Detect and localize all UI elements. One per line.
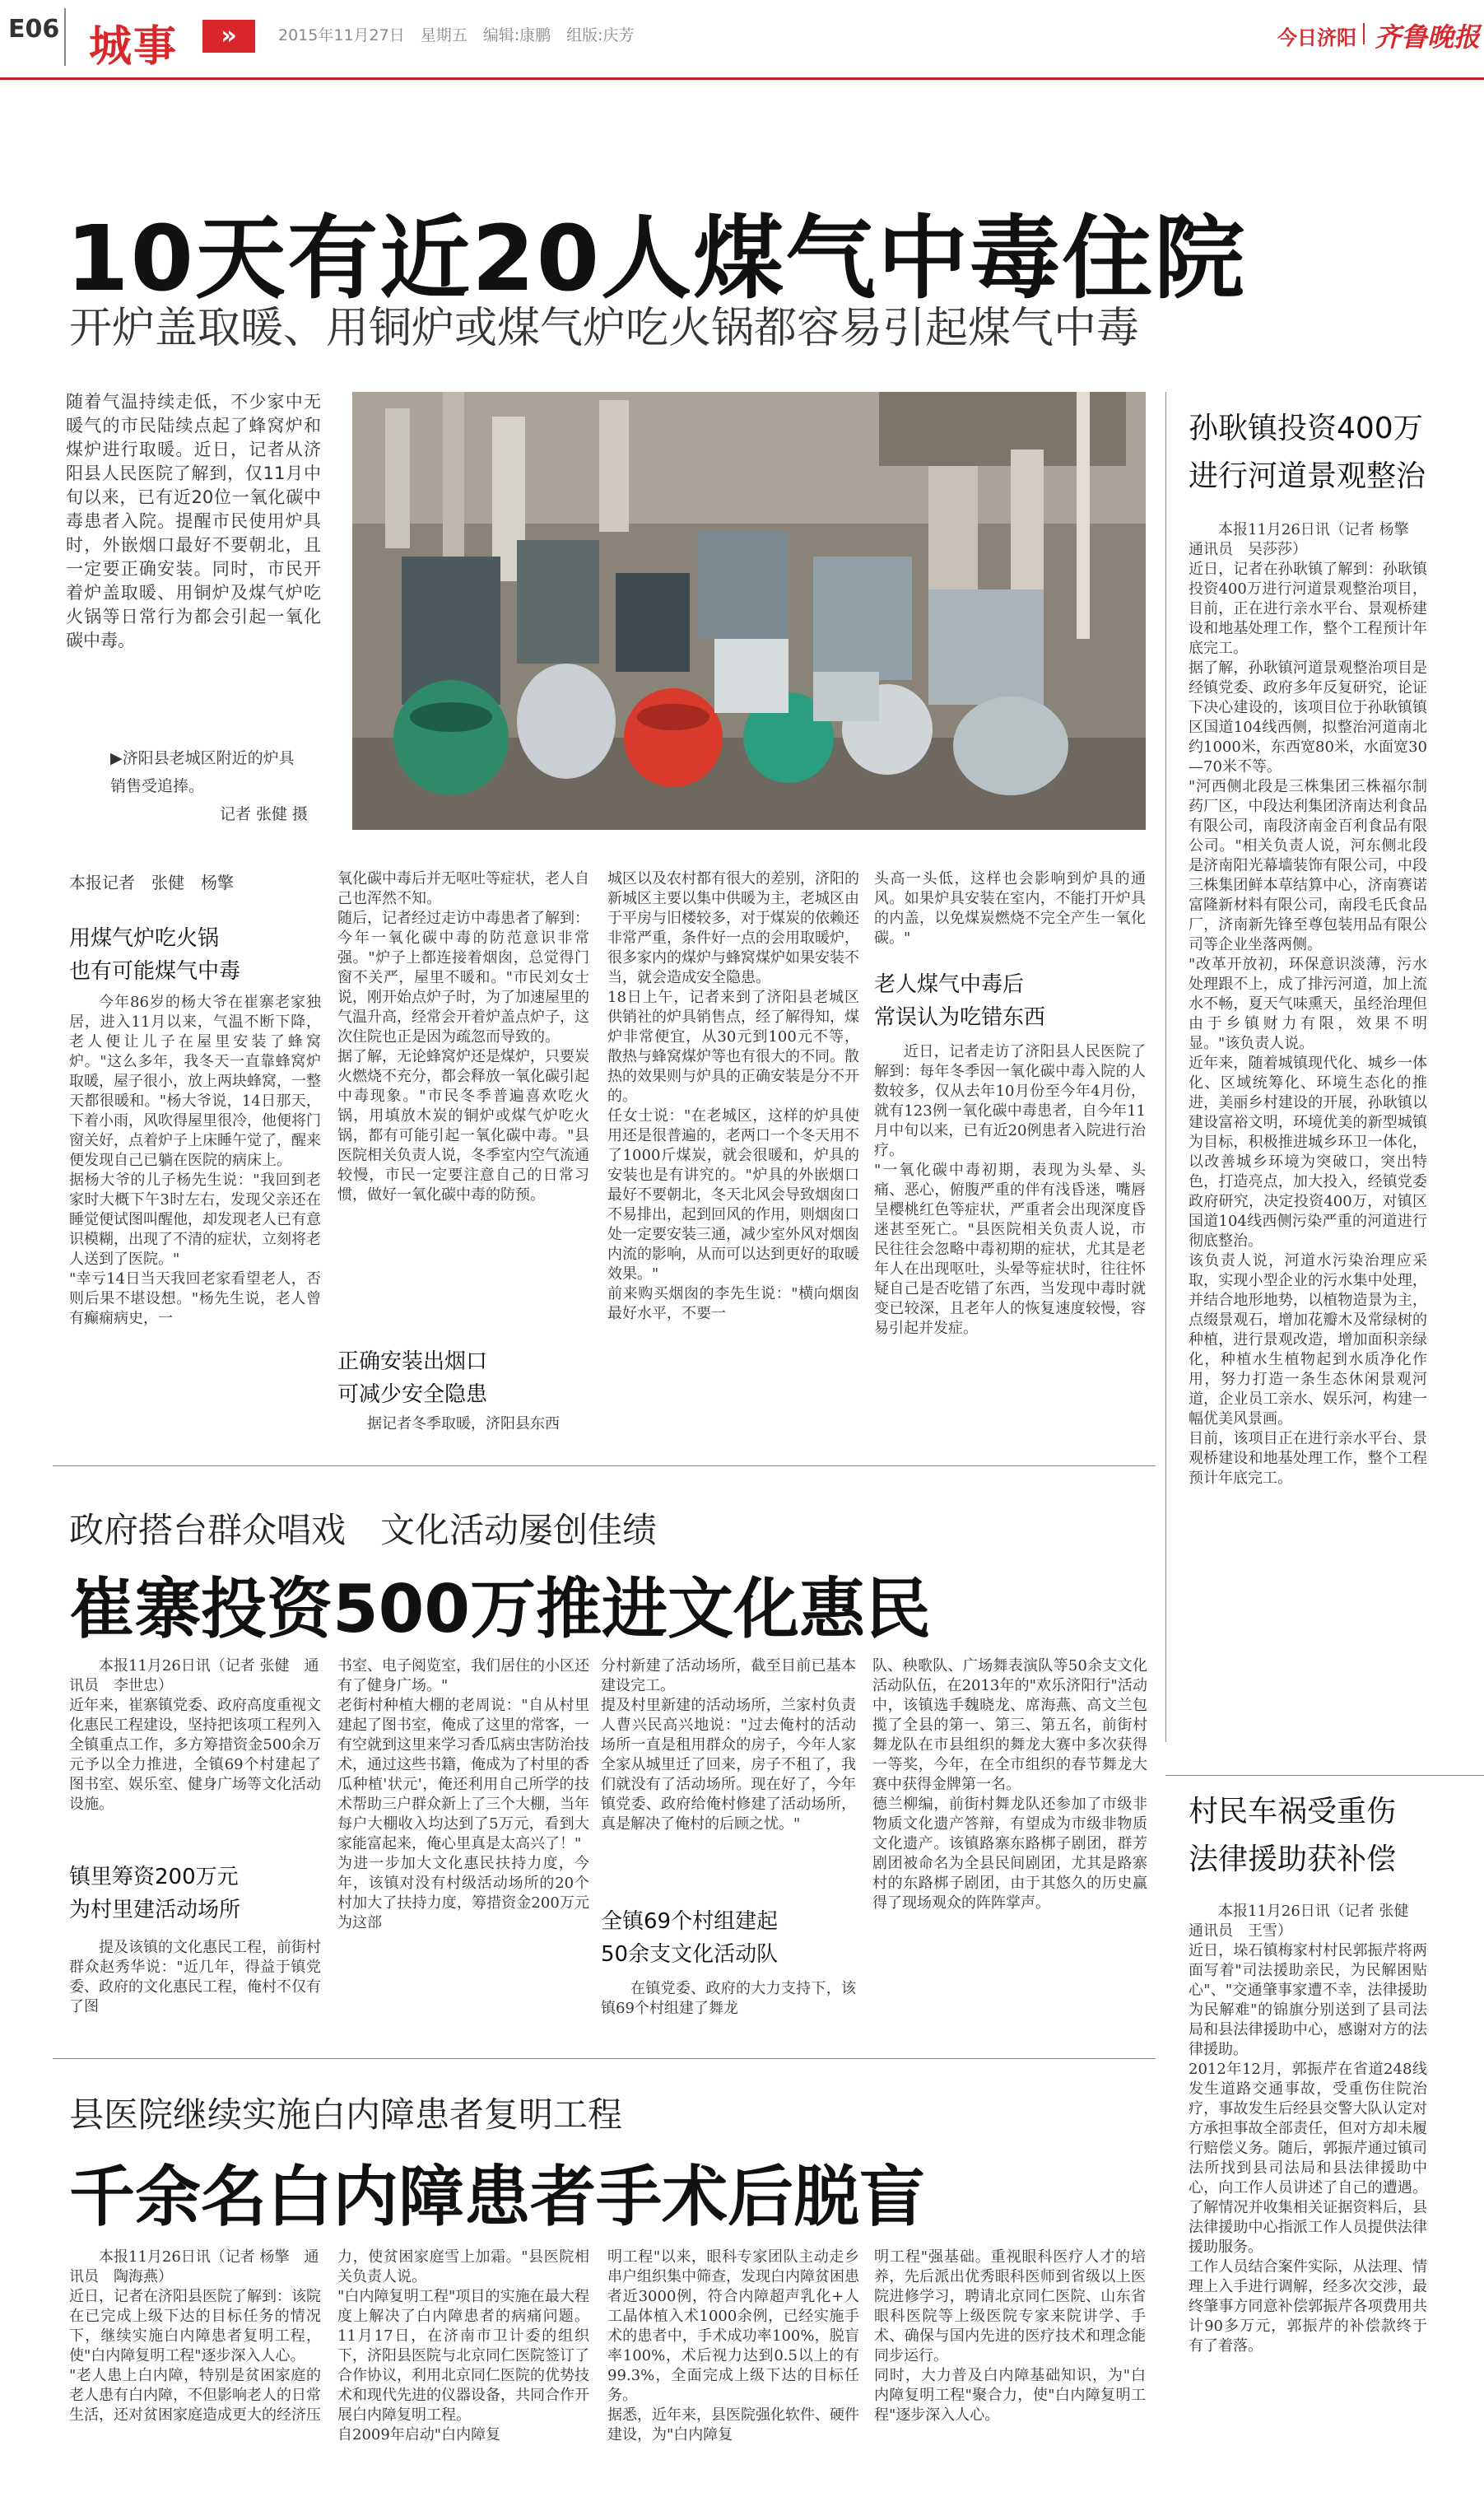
sec3-kicker: 县医院继续实施白内障患者复明工程: [69, 2094, 623, 2135]
lead-col-4b: 近日，记者走访了济阳县人民医院了解到：每年冬季因一氧化碳中毒入院的人数较多，仅从去年10月份至今年4月份，就有123例一氧化碳中毒患者，自今年11月中旬以来，已有近20例患者入院进行治疗。 "一氧化碳中毒初期，表现为头晕、头痛、恶心，俯腹严重的伴有浅昏迷，嘴唇呈樱桃红色等症状，严重者会出现深度昏迷甚至死亡。"县医院相关负责人说，市民往往会忽略中毒初期的症状，尤其是老年人在出现呕吐，头晕等症状时，往往怀疑自己是否吃错了东西，当发现中毒时就变已较深，且老年人的恢复速度较慢，容易引起并发症。: [874, 1043, 1146, 1337]
sec3-headline: 千余名白内障患者手术后脱盲: [69, 2159, 925, 2235]
lead-byline: 本报记者 张健 杨擎: [69, 873, 234, 892]
sec2-col-3a: 分村新建了活动场所，截至目前已基本建设完工。 提及村里新建的活动场所，兰家村负责人曹兴民高兴地说："过去俺村的活动场所一直是租用群众的房子，今年人家全家从城里迁了回来，房子不租了，我们就没有了活动场所。现在好了，今年镇党委、政府给俺村修建了活动场所，真是解决了俺村的后顾之忧。": [601, 1657, 856, 1833]
lead-col-2b: 据记者冬季取暖，济阳县东西: [367, 1415, 560, 1433]
sec2-kicker: 政府搭台群众唱戏 文化活动屡创佳绩: [69, 1510, 658, 1550]
section-arrows-icon: »: [202, 20, 255, 53]
edition-name: 今日济阳: [1277, 26, 1356, 49]
sec2-headline: 崔寨投资500万推进文化惠民: [69, 1571, 931, 1647]
sec2-col-1a: 近年来，崔寨镇党委、政府高度重视文化惠民工程建设，坚持把该项工程列入全镇重点工作，多方筹措资金500余万元予以全力推进，全镇69个村建起了图书室、娱乐室、健身广场等文化活动设施。: [69, 1697, 321, 1813]
sec3-col-3: 明工程"以来，眼科专家团队主动走乡串户组织集中筛查，发现白内障贫困患者近3000例，符合内障超声乳化+人工晶体植入术1000余例，已经实施手术的患者中，手术成功率100%，脱盲率100%，术后视力达到0.5以上的有99.3%，全面完成上级下达的目标任务。 据悉，近年来，县医院强化软件、硬件建设，为"白内障复: [607, 2248, 859, 2443]
sec3-byline: 本报11月26日讯（记者 杨擎 通讯员 陶海燕）: [69, 2248, 319, 2285]
sec2-subhead-1: 镇里筹资200万元 为村里建活动场所: [69, 1865, 241, 1922]
right-top-rule: [1165, 1775, 1484, 1776]
page-number: E06: [8, 15, 60, 44]
right-bottom-headline: 村民车祸受重伤 法律援助获补偿: [1189, 1795, 1397, 1876]
lead-col-1: 今年86岁的杨大爷在崔寨老家独居，进入11月以来，气温不断下降，老人便让儿子在屋里安装了蜂窝炉。"这么多年，我冬天一直靠蜂窝炉取暖，屋子很小，放上两块蜂窝，一整天都很暖和。"杨大爷说，14日那天，下着小雨，风吹得屋里很冷，他便将门窗关好，点着炉子上床睡午觉了，醒来便发现自己已躺在医院的病床上。 据杨大爷的儿子杨先生说："我回到老家时大概下午3时左右，发现父亲还在睡觉便试图叫醒他，却发现老人已有意识模糊，出现了不清的症状，立刻将老人送到了医院。" "幸亏14日当天我回老家看望老人，否则后果不堪设想。"杨先生说，老人曾有癫痫病史，一: [69, 994, 321, 1327]
lead-subhead-2: 正确安装出烟口 可减少安全隐患: [337, 1349, 488, 1407]
right-top-text: 近日，记者在孙耿镇了解到：孙耿镇投资400万进行河道景观整治项目，目前，正在进行亲水平台、景观桥建设和地基处理工作，整个工程预计年底完工。 据了解，孙耿镇河道景观整治项目是经镇党委、政府多年反复研究，论证下决心建设的，该项目位于孙耿镇镇区国道104线西侧，拟整治河道南北约1000米，东西宽80米，水面宽30—70米不等。 "河西侧北段是三株集团三株福尔制药厂区，中段达利集团济南达利食品有限公司，南段济南金百利食品有限公司。"相关负责人说，河东侧北段是济南阳光幕墙装饰有限公司，中段三株集团鲜本草结算中心，济南赛诺富隆新材料有限公司，南段毛氏食品厂，济南新先锋至尊包装用品有限公司等企业坐落两侧。 "改革开放初，环保意识淡薄，污水处理跟不上，成了排污河道，加上流水不畅，夏天气味熏天，虽经治理但由于乡镇财力有限，效果不明显。"该负责人说。 近年来，随着城镇现代化、城乡一体化、区域统筹化、环境生态化的推进，美丽乡村建设的开展，孙耿镇以建设富裕文明，环境优美的新型城镇为目标，积极推进城乡环卫一体化，以改善城乡环境为突破口，突出特色，打造亮点，加大投入，经镇党委政府研究，决定投资400万，对镇区国道104线西侧污染严重的河道进行彻底整治。 该负责人说，河道水污染治理应采取，实现小型企业的污水集中处理，并结合地形地势，以植物造景为主，点缀景观石，增加花瓣木及常绿树的种植，进行景观改造，增加面积亲绿化，种植水生植物起到水质净化作用，努力打造一条生态休闲景观河道，企业员工亲水、娱乐河，构建一幅优美风景画。 目前，该项目正在进行亲水平台、景观桥建设和地基处理工作，整个工程预计年底完工。: [1189, 561, 1427, 1487]
lead-col-2a: 氧化碳中毒后并无呕吐等症状，老人自己也浑然不知。 随后，记者经过走访中毒患者了解到：今年一氧化碳中毒的防范意识非常强。"炉子上都连接着烟囱，总觉得门窗不关严，屋里不暖和。"市民刘女士说，刚开始点炉子时，为了加速屋里的气温升高，经常会开着炉盖点炉子，这次住院也正是因为疏忽而导致的。 据了解，无论蜂窝炉还是煤炉，只要炭火燃烧不充分，都会释放一氧化碳引起中毒现象。"市民冬季普遍喜欢吃火锅，用填放木炭的铜炉或煤气炉吃火锅，都有可能引起一氧化碳中毒。"县医院相关负责人说，冬季室内空气流通较慢，市民一定要注意自己的日常习惯，做好一氧化碳中毒的防预。: [337, 870, 589, 1204]
header-divider: [64, 8, 66, 66]
sec2-byline: 本报11月26日讯（记者 张健 通讯员 李世忠）: [69, 1657, 319, 1694]
lead-col-4a: 头高一头低，这样也会影响到炉具的通风。如果炉具安装在室内，不能打开炉具的内盖，以免煤炭燃烧不完全产生一氧化碳。": [874, 870, 1146, 947]
newspaper-logo: 齐鲁晚报: [1375, 21, 1481, 53]
sec3-col-2: 力，使贫困家庭雪上加霜。"县医院相关负责人说。 "白内障复明工程"项目的实施在最大程度上解决了白内障患者的病痛问题。11月17日，在济南市卫计委的组织下，济阳县医院与北京同仁医院签订了合作协议，利用北京同仁医院的优势技术和现代先进的仪器设备，共同合作开展白内障复明工程。 自2009年启动"白内障复: [337, 2248, 589, 2443]
section-title: 城事: [89, 22, 179, 72]
sec2-col-1b: 提及该镇的文化惠民工程，前街村群众赵秀华说："近几年，得益于镇党委、政府的文化惠民工程，俺村不仅有了图: [69, 1939, 321, 2015]
photo-caption: [110, 744, 308, 828]
lead-subhead-3: 老人煤气中毒后 常误认为吃错东西: [874, 972, 1046, 1030]
stove-market-photo: [352, 392, 1146, 830]
lead-headline: 10天有近20人煤气中毒住院: [66, 206, 1247, 311]
column-divider: [1165, 392, 1166, 1742]
sec3-col-1: 近日，记者在济阳县医院了解到：该院在已完成上级下达的目标任务的情况下，继续实施白内障患者复明工程，使"白内障复明工程"逐步深入人心。 "老人患上白内障，特别是贫困家庭的老人患有白内障，不但影响老人的日常生活，还对贫困家庭造成更大的经济压: [69, 2288, 321, 2424]
sec2-bottom-rule: [53, 2058, 1156, 2059]
sec2-subhead-2: 全镇69个村组建起 50余支文化活动队: [601, 1909, 779, 1967]
lead-intro: 随着气温持续走低，不少家中无暖气的市民陆续点起了蜂窝炉和煤炉进行取暖。近日，记者从济阳县人民医院了解到，仅11月中旬以来，已有近20位一氧化碳中毒患者入院。提醒市民使用炉具时，外嵌烟口最好不要朝北，且一定要正确安装。同时，市民开着炉盖取暖、用铜炉及煤气炉吃火锅等日常行为都会引起一氧化碳中毒。: [66, 392, 321, 650]
photo-caption-text: ▶济阳县老城区附近的炉具销售受追捧。: [110, 749, 295, 795]
header-rule: [0, 77, 1484, 80]
sec3-col-4: 明工程"强基础。重视眼科医疗人才的培养，先后派出优秀眼科医师到省级以上医院进修学习，聘请北京同仁医院、山东省眼科医院等上级医院专家来院讲学、手术、确保与国内先进的医疗技术和理念能同步运行。 同时，大力普及白内障基础知识，为"白内障复明工程"聚合力，使"白内障复明工程"逐步深入人心。: [874, 2248, 1146, 2424]
lead-bottom-rule: [53, 1465, 1156, 1466]
right-top-headline: 孙耿镇投资400万 进行河道景观整治: [1189, 412, 1426, 493]
right-top-byline: 本报11月26日讯（记者 杨擎 通讯员 吴莎莎）: [1189, 521, 1424, 558]
photo-credit: 记者 张健 摄: [219, 805, 308, 823]
sec2-col-2: 书室、电子阅览室，我们居住的小区还有了健身广场。" 老街村种植大棚的老周说："自从村里建起了图书室，俺成了这里的常客，一有空就到这里来学习香瓜病虫害防治技术，通过这些书籍，俺成为了村里的香瓜种植'状元'，俺还利用自己所学的技术帮助三户群众新上了三个大棚，当年每户大棚收入均达到了5万元，看到大家能富起来，俺心里真是太高兴了！" 为进一步加大文化惠民扶持力度，今年，该镇对没有村级活动场所的20个村加大了扶持力度，筹措资金200万元为这部: [337, 1657, 589, 1931]
sec2-col-4: 队、秧歌队、广场舞表演队等50余支文化活动队伍，在2013年的"欢乐济阳行"活动中，该镇选手魏晓龙、席海燕、高文兰包揽了全县的第一、第三、第五名，前街村舞龙队在市县组织的舞龙大赛中多次获得一等奖，今年，在全市组织的春节舞龙大赛中获得金牌第一名。 德兰柳编，前街村舞龙队还参加了市级非物质文化遗产答辩，有望成为市级非物质文化遗产。该镇路寨东路梆子剧团，群芳剧团被命名为全县民间剧团，尤其是路寨村的东路梆子剧团，由于其悠久的历史赢得了现场观众的阵阵掌声。: [872, 1657, 1147, 1912]
issue-meta: 2015年11月27日 星期五 编辑:康鹏 组版:庆芳: [278, 26, 635, 44]
lead-subhead-1: 用煤气炉吃火锅 也有可能煤气中毒: [69, 926, 241, 984]
sec2-col-3b: 在镇党委、政府的大力支持下，该镇69个村组建了舞龙: [601, 1980, 856, 2017]
header-vline: [1363, 23, 1365, 44]
right-bottom-byline: 本报11月26日讯（记者 张健 通讯员 王雪）: [1189, 1903, 1424, 1940]
lead-subheadline: 开炉盖取暖、用铜炉或煤气炉吃火锅都容易引起煤气中毒: [69, 304, 1140, 353]
lead-col-3: 城区以及农村都有很大的差别，济阳的新城区主要以集中供暖为主，老城区由于平房与旧楼较多，对于煤炭的依赖还非常严重，条件好一点的会用取暖炉，很多家内的煤炉与蜂窝煤炉如果安装不当，就会造成安全隐患。 18日上午，记者来到了济阳县老城区供销社的炉具销售点，经了解得知，煤炉非常便宜，从30元到100元不等，散热与蜂窝煤炉等也有很大的不同。散热的效果则与炉具的正确安装是分不开的。 任女士说："在老城区，这样的炉具使用还是很普遍的，老两口一个冬天用不了1000斤煤炭，就会很暖和，炉具的安装也是有讲究的。"炉具的外嵌烟口最好不要朝北，冬天北风会导致烟囱口不易排出，起到回风的作用，则烟囱口处一定要安装三通，减少室外风对烟囱内流的影响，从而可以达到更好的取暖效果。" 前来购买烟囱的李先生说："横向烟囱最好水平，不要一: [607, 870, 859, 1322]
right-bottom-text: 近日，垛石镇梅家村村民郭振芹将两面写着"司法援助亲民，为民解困贴心"、"交通肇事家遭不幸，法律援助为民解难"的锦旗分别送到了县司法局和县法律援助中心，感谢对方的法律援助。 2012年12月，郭振芹在省道248线发生道路交通事故，受重伤住院治疗，事故发生后经县交警大队认定对方承担事故全部责任，但对方却未履行赔偿义务。随后，郭振芹通过镇司法所找到县司法局和县法律援助中心，向工作人员讲述了自己的遭遇。了解情况并收集相关证据资料后，县法律援助中心指派工作人员提供法律援助服务。 工作人员结合案件实际，从法理、情理上入手进行调解，经多次交涉，最终肇事方同意补偿郭振芹各项费用共计90多万元，郭振芹的补偿款终于有了着落。: [1189, 1942, 1427, 2355]
